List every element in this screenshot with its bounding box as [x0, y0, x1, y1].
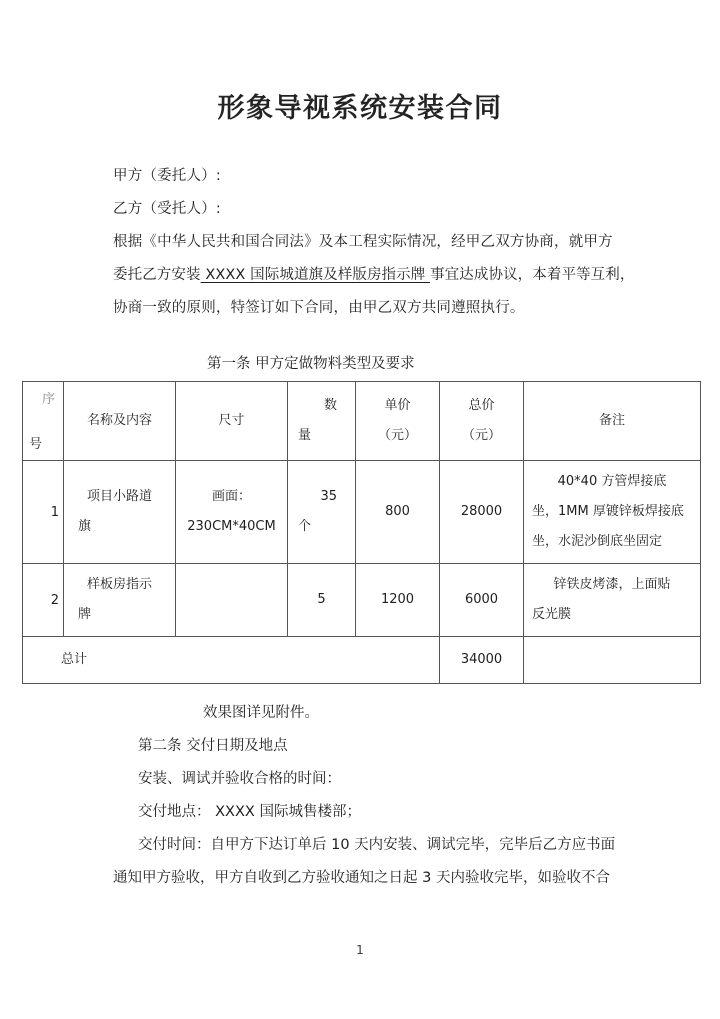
- total-amount: 34000: [460, 652, 503, 667]
- page-number: 1: [356, 943, 364, 957]
- clause-two-line-4: 通知甲方验收，甲方自收到乙方验收通知之日起 3 天内验收完毕，如验收不合: [113, 870, 610, 886]
- row-2-remark-line-2: 反光膜: [532, 607, 572, 622]
- header-quantity-top: 数: [323, 398, 337, 413]
- row-1-size-line-1: 画面：: [211, 489, 251, 504]
- preamble-line-2-suffix: 事宜达成协议，本着平等互利，: [430, 267, 635, 283]
- row-2-name-cell: [64, 564, 176, 637]
- row-1-total-price-cell: [440, 461, 524, 564]
- preamble-block: [113, 160, 635, 325]
- clause-two-line-1: 安装、调试并验收合格的时间：: [138, 771, 341, 787]
- header-size-label: 尺寸: [218, 413, 245, 428]
- row-1-size-line-2: 230CM*40CM: [187, 519, 276, 534]
- total-amount-cell: [440, 637, 524, 684]
- row-1-quantity-value: 35: [320, 489, 337, 504]
- row-2-size-cell: [176, 564, 288, 637]
- row-1-size-cell: [176, 461, 288, 564]
- preamble-line-2-prefix: 委托乙方安装: [113, 267, 201, 283]
- document-title: 形象导视系统安装合同: [217, 93, 503, 124]
- table-header-row: [23, 382, 701, 461]
- material-spec-table: [22, 381, 701, 684]
- row-1-total-price: 28000: [460, 504, 503, 519]
- row-1-quantity-unit: 个: [298, 519, 312, 534]
- table-row: [23, 564, 701, 637]
- table-total-row: [23, 637, 701, 684]
- row-2-name-line-2: 牌: [78, 607, 92, 622]
- header-cell-total-price: [440, 382, 524, 461]
- preamble-line-3: 协商一致的原则，特签订如下合同，由甲乙双方共同遵照执行。: [113, 300, 525, 316]
- row-1-sequence-cell: [23, 461, 64, 564]
- row-2-remark-line-1: 锌铁皮烤漆，上面贴: [553, 577, 671, 592]
- header-cell-sequence: [23, 382, 64, 461]
- row-2-size: [176, 594, 287, 606]
- row-2-remark-cell: [524, 564, 701, 637]
- row-2-name-line-1: 样板房指示: [86, 577, 152, 592]
- header-name-label: 名称及内容: [86, 413, 152, 428]
- total-remark-cell: [524, 637, 701, 684]
- row-1-remark-line-3: 坐，水泥沙倒底坐固定: [532, 534, 663, 549]
- preamble-line-2: [113, 259, 635, 292]
- header-remark-label: 备注: [598, 413, 625, 428]
- row-2-total-price: 6000: [464, 592, 499, 607]
- header-cell-remark: [524, 382, 701, 461]
- row-2-quantity-cell: [288, 564, 356, 637]
- contract-scope-underlined: XXXX 国际城道旗及样版房指示牌: [200, 267, 431, 283]
- row-1-name-cell: [64, 461, 176, 564]
- header-unit-price-bottom: （元）: [377, 428, 417, 443]
- clause-two-heading: 第二条 交付日期及地点: [138, 738, 288, 754]
- header-unit-price-top: 单价: [384, 398, 411, 413]
- row-1-quantity-cell: [288, 461, 356, 564]
- row-1-sequence: 1: [50, 504, 59, 520]
- clause-two-line-3: 交付时间：自甲方下达订单后 10 天内安装、调试完毕，完毕后乙方应书面: [138, 837, 616, 853]
- preamble-line-1: 根据《中华人民共和国合同法》及本工程实际情况，经甲乙双方协商，就甲方: [113, 234, 613, 250]
- clause-two-block: [113, 697, 633, 895]
- total-label-cell: [23, 637, 440, 684]
- row-2-total-price-cell: [440, 564, 524, 637]
- header-cell-size: [176, 382, 288, 461]
- row-2-unit-price: 1200: [380, 592, 415, 607]
- clause-one-heading: 第一条 甲方定做物料类型及要求: [207, 356, 415, 372]
- row-2-unit-price-cell: [356, 564, 440, 637]
- row-2-sequence: 2: [50, 592, 59, 608]
- row-1-name-line-2: 旗: [78, 519, 92, 534]
- row-2-quantity-value: 5: [317, 592, 326, 607]
- total-label: 总计: [61, 652, 88, 667]
- header-sequence-bottom: 号: [29, 437, 43, 452]
- row-1-remark-cell: [524, 461, 701, 564]
- total-remark: [524, 654, 700, 666]
- header-total-price-bottom: （元）: [461, 428, 501, 443]
- header-cell-unit-price: [356, 382, 440, 461]
- table-row: [23, 461, 701, 564]
- attachment-note: 效果图详见附件。: [203, 705, 319, 721]
- row-1-name-line-1: 项目小路道: [86, 489, 152, 504]
- header-total-price-top: 总价: [468, 398, 495, 413]
- row-2-sequence-cell: [23, 564, 64, 637]
- party-b-line: 乙方（受托人）:: [113, 201, 221, 217]
- row-1-remark-line-1: 40*40 方管焊接底: [557, 474, 667, 489]
- header-sequence-top: 序: [41, 392, 55, 407]
- row-1-unit-price-cell: [356, 461, 440, 564]
- header-cell-name: [64, 382, 176, 461]
- row-1-remark-line-2: 坐，1MM 厚镀锌板焊接底: [532, 504, 684, 519]
- header-cell-quantity: [288, 382, 356, 461]
- party-a-line: 甲方（委托人）:: [113, 168, 221, 184]
- row-1-unit-price: 800: [385, 504, 410, 519]
- header-quantity-bottom: 量: [298, 428, 312, 443]
- clause-two-line-2: 交付地点： XXXX 国际城售楼部；: [138, 804, 361, 820]
